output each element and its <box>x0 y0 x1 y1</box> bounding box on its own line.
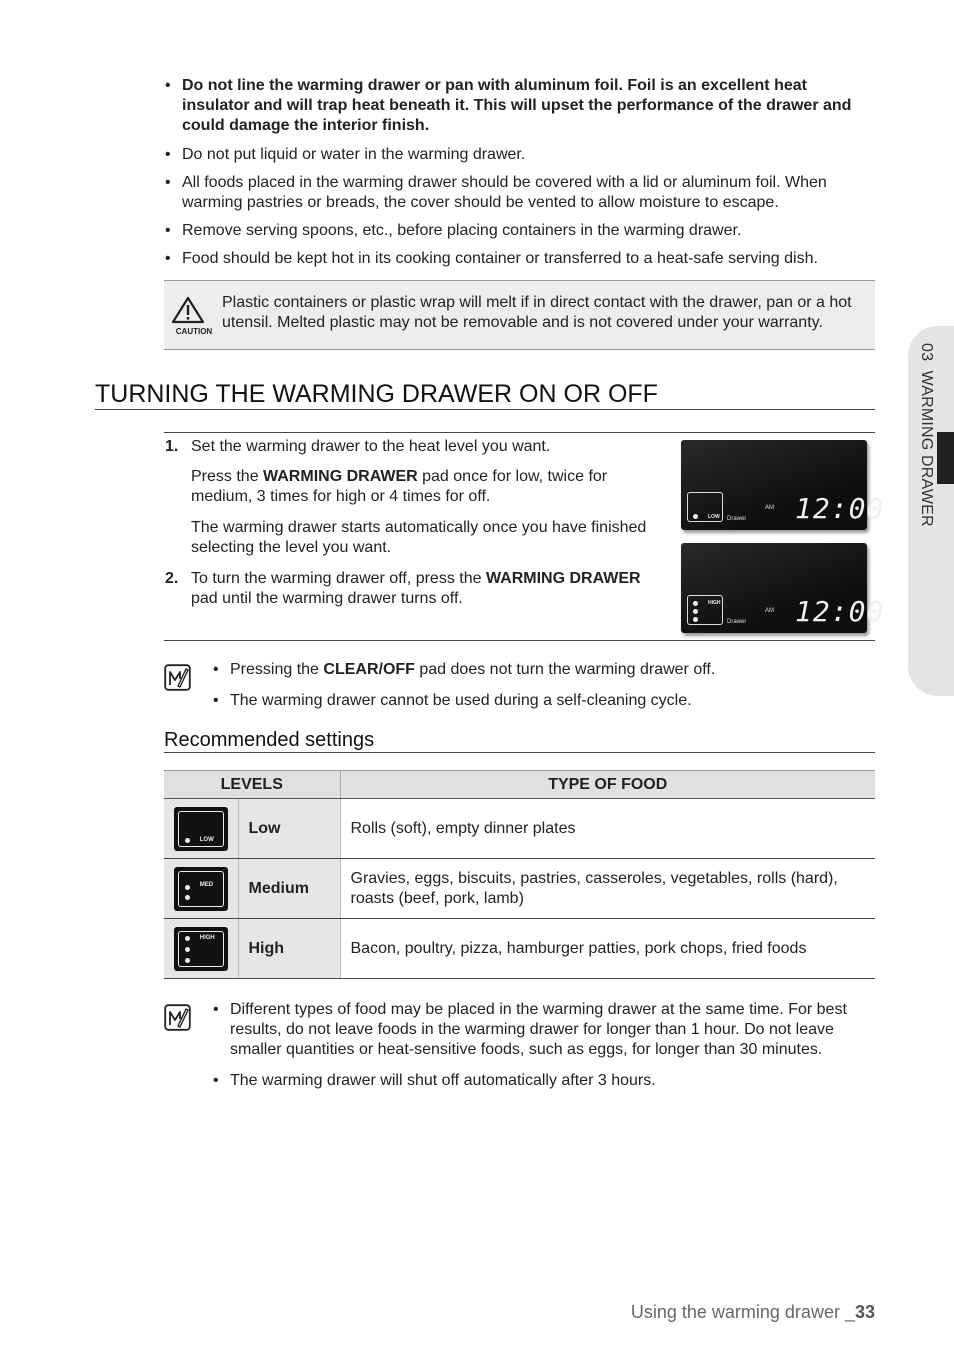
bullet-text: Food should be kept hot in its cooking container or transferred to a heat-safe serving dish. <box>182 250 818 267</box>
icon-label: MED <box>199 881 214 888</box>
bullet-text: Do not line the warming drawer or pan with aluminum foil. Foil is an excellent heat insulator and will trap heat beneath it. This will upset the performance of the drawer and could damage the interior finish. <box>182 77 852 134</box>
note-text: Pressing the CLEAR/OFF pad does not turn the warming drawer off. <box>230 661 716 678</box>
table-header-row <box>164 771 875 799</box>
warming-drawer-pad-name: WARMING DRAWER <box>485 570 641 587</box>
page-footer <box>631 1300 875 1324</box>
step-text: Press the WARMING DRAWER pad once for low, twice for medium, 3 times for high or 4 times for off. <box>191 468 608 505</box>
caution-icon <box>170 295 213 336</box>
header-levels: LEVELS <box>164 771 340 799</box>
drawer-label: Drawer <box>727 619 747 625</box>
bullet-text: All foods placed in the warming drawer should be covered with a lid or aluminum foil. When warming pastries or breads, the cover should be vented to allow moisture to escape. <box>182 174 827 211</box>
table-row <box>164 799 875 859</box>
food-types: Rolls (soft), empty dinner plates <box>340 799 875 859</box>
level-indicator-light <box>693 617 698 622</box>
caution-box <box>164 280 875 350</box>
footer-text: Using the warming drawer _ <box>630 1302 855 1322</box>
high-level-icon <box>174 927 228 971</box>
am-indicator: AM <box>765 608 774 614</box>
step-text: Set the warming drawer to the heat level you want. <box>191 438 551 455</box>
header-type-of-food: TYPE OF FOOD <box>340 771 875 799</box>
note-text: The warming drawer will shut off automatically after 3 hours. <box>230 1072 656 1089</box>
level-indicator-light <box>693 601 698 606</box>
table-row <box>164 859 875 919</box>
control-panel-low <box>681 440 885 530</box>
warming-drawer-pad <box>687 492 723 522</box>
bullet-text: Remove serving spoons, etc., before placing containers in the warming drawer. <box>182 222 742 239</box>
levels-table <box>164 770 875 979</box>
caution-text: Plastic containers or plastic wrap will melt if in direct contact with the drawer, pan or a hot utensil. Melted plastic may not be removable and is not covered under your warranty. <box>222 294 852 331</box>
chapter-tab-label: 03 WARMING DRAWER <box>918 343 935 527</box>
level-indicator-light <box>693 609 698 614</box>
steps-divider-bottom <box>164 640 875 641</box>
food-types: Bacon, poultry, pizza, hamburger patties, pork chops, fried foods <box>340 919 875 979</box>
note-icon <box>164 1004 191 1031</box>
note-text: The warming drawer cannot be used during a self-cleaning cycle. <box>230 692 692 709</box>
level-name: Medium <box>238 859 340 919</box>
warming-drawer-pad-name: WARMING DRAWER <box>263 468 418 485</box>
table-row <box>164 919 875 979</box>
level-name: Low <box>238 799 340 859</box>
bullet-text: Do not put liquid or water in the warming drawer. <box>182 146 526 163</box>
level-icon-cell <box>164 799 238 859</box>
level-name: High <box>238 919 340 979</box>
am-indicator: AM <box>765 505 774 511</box>
warming-drawer-pad <box>687 595 723 625</box>
recommended-settings-title: Recommended settings <box>164 729 375 751</box>
icon-label: LOW <box>199 836 214 843</box>
medium-level-icon <box>174 867 228 911</box>
icon-label: HIGH <box>199 934 215 941</box>
clock-display: 12:00 <box>795 595 885 628</box>
clear-off-pad-name: CLEAR/OFF <box>323 661 415 678</box>
step-number: 2. <box>165 570 179 587</box>
step-text: The warming drawer starts automatically once you have finished selecting the level you want. <box>191 519 647 556</box>
section-divider <box>95 409 875 410</box>
low-level-icon <box>174 807 228 851</box>
drawer-label: Drawer <box>727 516 747 522</box>
page-number: 33 <box>854 1302 875 1322</box>
caution-label: CAUTION <box>175 327 213 336</box>
level-icon-cell <box>164 859 238 919</box>
level-indicator-light <box>693 514 698 519</box>
chapter-tab-marker <box>937 432 954 484</box>
note-text: Different types of food may be placed in the warming drawer at the same time. For best results, do not leave foods in the warming drawer for longer than 1 hour. Do not leave smaller quantities or heat-sensitive foods, such as eggs, for longer than 30 minutes. <box>230 1001 847 1058</box>
clock-display: 12:00 <box>795 492 885 525</box>
level-label: HIGH <box>708 600 721 606</box>
step-text: To turn the warming drawer off, press the WARMING DRAWER pad until the warming drawer turns off. <box>191 570 641 607</box>
section-title: TURNING THE WARMING DRAWER ON OR OFF <box>95 380 658 408</box>
level-icon-cell <box>164 919 238 979</box>
recommended-divider <box>164 752 875 753</box>
level-label: LOW <box>708 514 720 520</box>
step-number: 1. <box>165 438 179 455</box>
food-types: Gravies, eggs, biscuits, pastries, casseroles, vegetables, rolls (hard), roasts (beef, pork, lamb) <box>340 859 875 919</box>
steps-divider-top <box>164 432 875 433</box>
note-icon <box>164 664 191 691</box>
control-panel-high <box>681 543 885 633</box>
